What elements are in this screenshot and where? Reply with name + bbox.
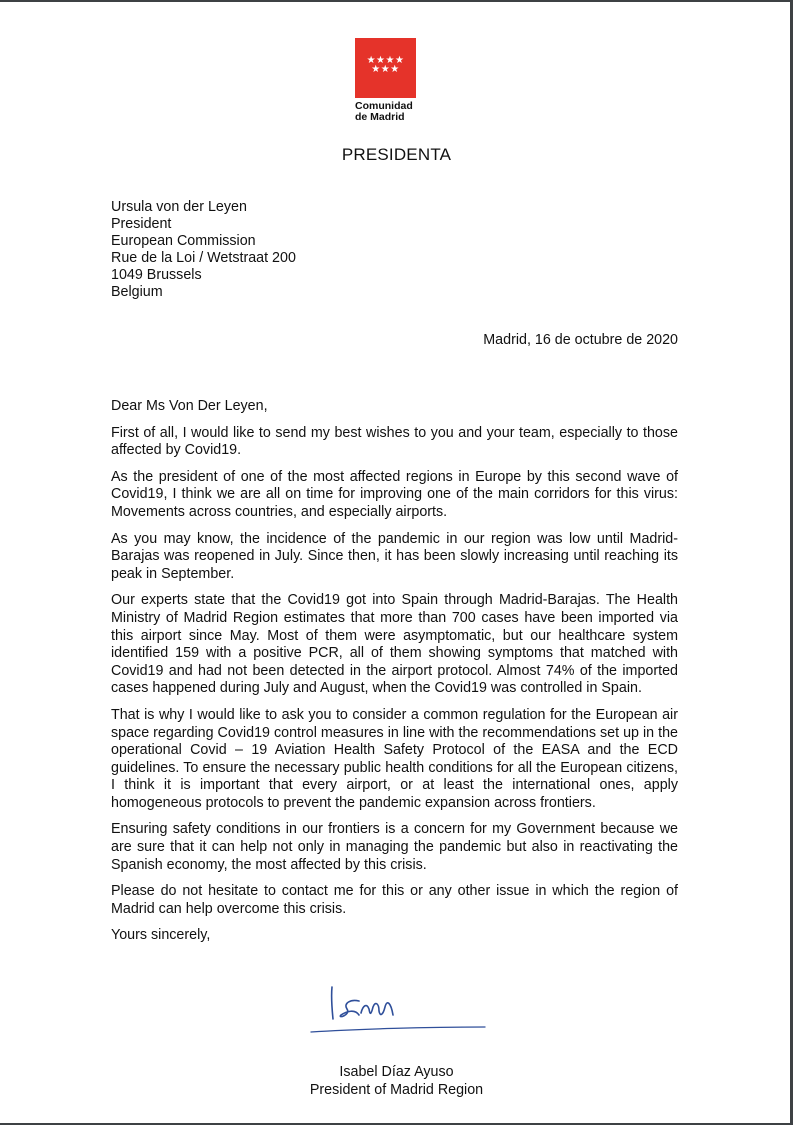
recipient-address <box>111 199 296 301</box>
page-border-top <box>0 0 793 2</box>
recipient-city: 1049 Brussels <box>111 267 202 283</box>
paragraph: Our experts state that the Covid19 got into Spain through Madrid-Barajas. The Health Ministry of Madrid Region estimates that more than 700 cases have been imported via this airport since May. Most of them were asymptomatic, but our healthcare system identified 159 with a positive PCR, all of them showing symptoms that matched with Covid19 and had not been detected in the airport protocol. Almost 74% of the imported cases happened during July and August, when the Covid19 was controlled in Spain. <box>111 592 678 697</box>
paragraph: That is why I would like to ask you to consider a common regulation for the European air space regarding Covid19 control measures in line with the recommendations set up in the operational Covid – 19 Aviation Health Safety Protocol of the EASA and the ECD guidelines. To ensure the necessary public health conditions for all the European citizens, I think it is important that every airport, or at least the international ones, apply homogeneous protocols to prevent the pandemic expansion across frontiers. <box>111 706 678 811</box>
recipient-name: Ursula von der Leyen <box>111 199 247 215</box>
madrid-flag-seven-stars-icon <box>355 38 416 98</box>
salutation: Dear Ms Von Der Leyen, <box>111 398 268 414</box>
paragraph: As you may know, the incidence of the pandemic in our region was low until Madrid-Barajas was reopened in July. Since then, it has been slowly increasing until reaching its peak in September. <box>111 530 678 582</box>
signer-name: Isabel Díaz Ayuso <box>339 1064 454 1080</box>
recipient-street: Rue de la Loi / Wetstraat 200 <box>111 250 296 266</box>
paragraph: Please do not hesitate to contact me for this or any other issue in which the region of Madrid can help overcome this crisis. <box>111 883 678 917</box>
signer-title: President of Madrid Region <box>309 1082 484 1098</box>
stars-row-top: ★★★★ <box>366 55 405 66</box>
recipient-country: Belgium <box>111 284 163 300</box>
closing: Yours sincerely, <box>111 927 211 944</box>
recipient-title: President <box>111 216 172 232</box>
office-heading: PRESIDENTA <box>341 145 452 164</box>
recipient-organization: European Commission <box>111 233 256 249</box>
stars-icon <box>355 56 416 74</box>
paragraph: First of all, I would like to send my best wishes to you and your team, especially to those affected by Covid19. <box>111 424 678 459</box>
paragraph: As the president of one of the most affected regions in Europe by this second wave of Covid19, I think we are all on time for improving one of the main corridors for this virus: Movements across countries, and especially airports. <box>111 468 678 520</box>
logo-text-line2: de Madrid <box>355 110 405 123</box>
handwritten-signature-icon <box>307 985 487 1037</box>
paragraph: Ensuring safety conditions in our frontiers is a concern for my Government because we are sure that it can help not only in managing the pandemic but also in reactivating the Spanish economy, the most affected by this crisis. <box>111 821 678 873</box>
comunidad-de-madrid-logo <box>355 38 417 122</box>
logo-text <box>355 101 417 122</box>
stars-row-bottom: ★★★ <box>371 64 400 75</box>
letter-body <box>111 398 678 954</box>
logo-text-line1: Comunidad <box>355 100 413 112</box>
letter-date: Madrid, 16 de octubre de 2020 <box>483 332 678 348</box>
signer-block <box>0 1063 793 1099</box>
